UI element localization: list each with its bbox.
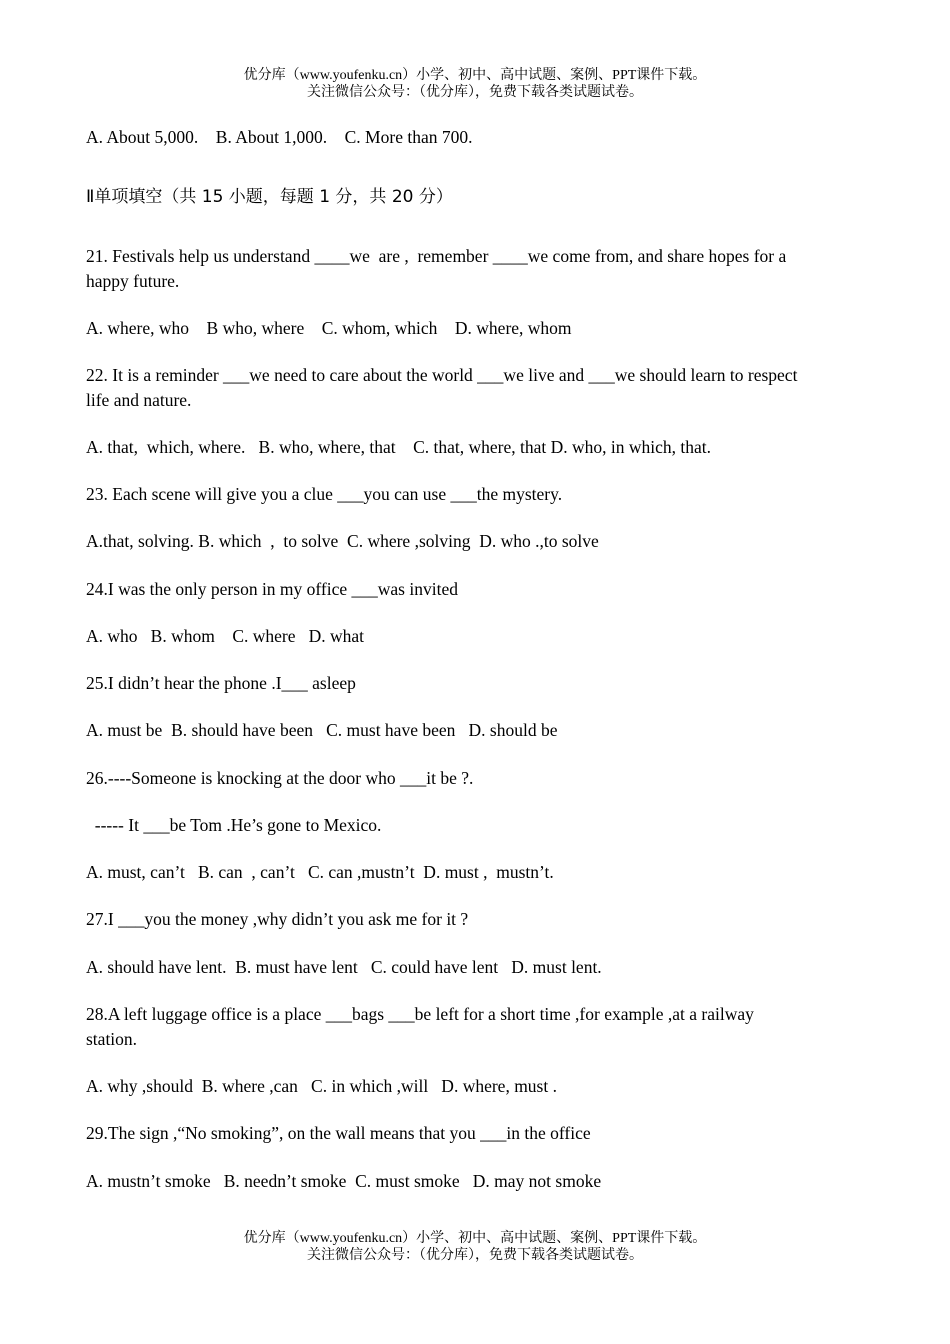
question-21-options: A. where, who B who, where C. whom, which D. where, whom (86, 318, 572, 338)
question-27: 27.I ___you the money ,why didn’t you ask me for it ? (86, 909, 469, 929)
question-25: 25.I didn’t hear the phone .I___ asleep (86, 673, 356, 693)
question-22-line-1: 22. It is a reminder ___we need to care about the world ___we live and ___we should learn to respect (86, 365, 798, 385)
prev-question-options: A. About 5,000. B. About 1,000. C. More than 700. (86, 127, 473, 147)
question-23-options: A.that, solving. B. which , to solve C. where ,solving D. who .,to solve (86, 531, 599, 551)
page-footer (0, 1230, 950, 1264)
section-title: Ⅱ单项填空（共 15 小题，每题 1 分，共 20 分） (86, 187, 453, 207)
question-21-line-1: 21. Festivals help us understand ____we are , remember ____we come from, and share hopes for a (86, 246, 787, 266)
question-22-line-2: life and nature. (86, 390, 192, 410)
question-26-line-2: ----- It ___be Tom .He’s gone to Mexico. (86, 815, 382, 835)
question-23: 23. Each scene will give you a clue ___you can use ___the mystery. (86, 484, 563, 504)
footer-line-2: 关注微信公众号：（优分库），免费下载各类试题试卷。 (307, 1248, 643, 1263)
footer-line-1: 优分库（www.youfenku.cn）小学、初中、高中试题、案例、PPT课件下载。 (243, 1231, 707, 1246)
question-25-options: A. must be B. should have been C. must have been D. should be (86, 720, 558, 740)
question-28-line-2: station. (86, 1029, 138, 1049)
header-line-1: 优分库（www.youfenku.cn）小学、初中、高中试题、案例、PPT课件下载。 (243, 68, 707, 83)
question-27-options: A. should have lent. B. must have lent C. could have lent D. must lent. (86, 957, 602, 977)
question-28-line-1: 28.A left luggage office is a place ___bags ___be left for a short time ,for example ,at a railway (86, 1004, 754, 1024)
page-header (0, 67, 950, 101)
question-29-options: A. mustn’t smoke B. needn’t smoke C. must smoke D. may not smoke (86, 1171, 602, 1191)
question-26-options: A. must, can’t B. can , can’t C. can ,mustn’t D. must , mustn’t. (86, 862, 554, 882)
question-24-options: A. who B. whom C. where D. what (86, 626, 365, 646)
question-29: 29.The sign ,“No smoking”, on the wall means that you ___in the office (86, 1123, 591, 1143)
question-22-options: A. that, which, where. B. who, where, that C. that, where, that D. who, in which, that. (86, 437, 712, 457)
header-line-2: 关注微信公众号：（优分库），免费下载各类试题试卷。 (307, 85, 643, 100)
question-26-line-1: 26.----Someone is knocking at the door who ___it be ?. (86, 768, 474, 788)
question-21-line-2: happy future. (86, 271, 180, 291)
question-28-options: A. why ,should B. where ,can C. in which ,will D. where, must . (86, 1076, 557, 1096)
question-24: 24.I was the only person in my office ___was invited (86, 579, 458, 599)
